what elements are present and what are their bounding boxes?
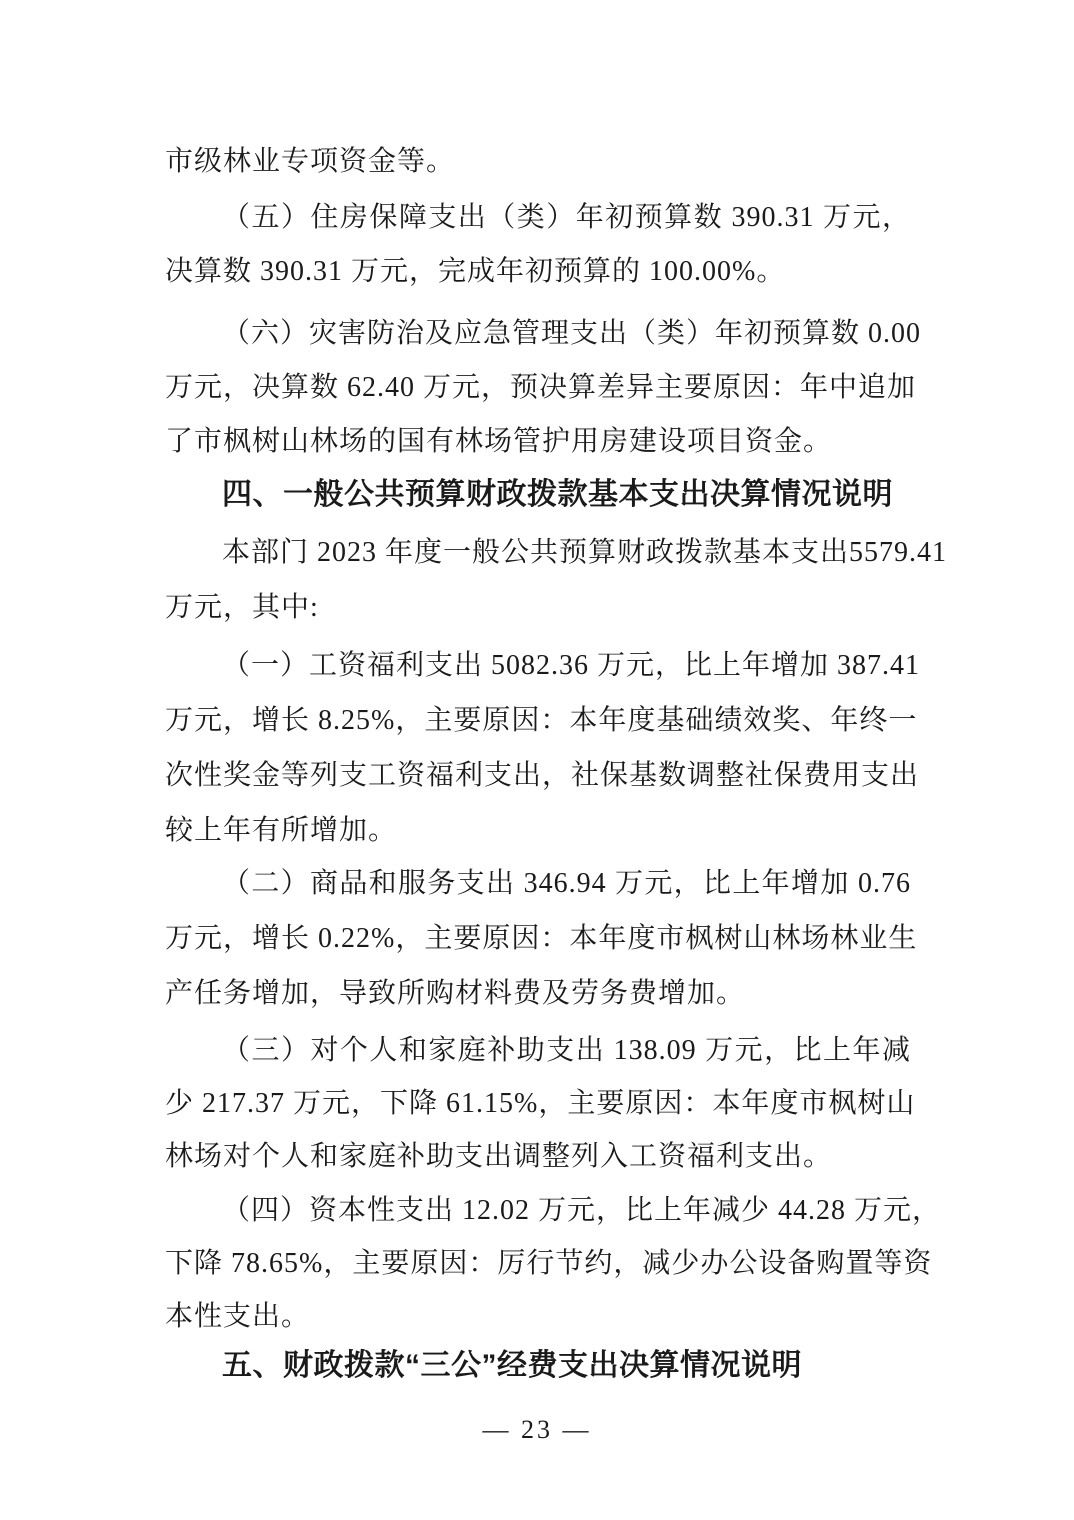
- text-line: （四）资本性支出 12.02 万元，比上年减少 44.28 万元，: [222, 1195, 942, 1226]
- text-line: 下降 78.65%，主要原因：厉行节约，减少办公设备购置等资: [165, 1248, 933, 1279]
- text-line: 较上年有所增加。: [165, 815, 398, 846]
- text-line: 了市枫树山林场的国有林场管护用房建设项目资金。: [165, 426, 833, 457]
- text-line: 万元，决算数 62.40 万元，预决算差异主要原因：年中追加: [165, 372, 917, 403]
- text-line: 市级林业专项资金等。: [165, 146, 456, 177]
- section-heading: 四、一般公共预算财政拨款基本支出决算情况说明: [222, 478, 893, 511]
- text-line: 本性支出。: [165, 1301, 311, 1332]
- text-line: （三）对个人和家庭补助支出 138.09 万元，比上年减: [222, 1035, 911, 1066]
- text-line: 少 217.37 万元，下降 61.15%，主要原因：本年度市枫树山: [165, 1088, 916, 1119]
- text-line: （一）工资福利支出 5082.36 万元，比上年增加 387.41: [222, 650, 921, 681]
- text-line: 万元，增长 0.22%，主要原因：本年度市枫树山林场林业生: [165, 923, 918, 954]
- text-line: 产任务增加，导致所购材料费及劳务费增加。: [165, 978, 746, 1009]
- text-line: 万元，其中:: [165, 592, 319, 623]
- text-line: （五）住房保障支出（类）年初预算数 390.31 万元，: [222, 202, 911, 233]
- text-line: 林场对个人和家庭补助支出调整列入工资福利支出。: [165, 1141, 833, 1172]
- text-line: （六）灾害防治及应急管理支出（类）年初预算数 0.00: [222, 318, 922, 349]
- text-line: 次性奖金等列支工资福利支出，社保基数调整社保费用支出: [165, 760, 920, 791]
- text-line: 决算数 390.31 万元，完成年初预算的 100.00%。: [165, 256, 786, 287]
- section-heading: 五、财政拨款“三公”经费支出决算情况说明: [222, 1349, 802, 1382]
- text-line: 万元，增长 8.25%，主要原因：本年度基础绩效奖、年终一: [165, 705, 918, 736]
- page-number: — 23 —: [482, 1415, 592, 1444]
- text-line: 本部门 2023 年度一般公共预算财政拨款基本支出5579.41: [222, 537, 948, 568]
- text-line: （二）商品和服务支出 346.94 万元，比上年增加 0.76: [222, 868, 911, 899]
